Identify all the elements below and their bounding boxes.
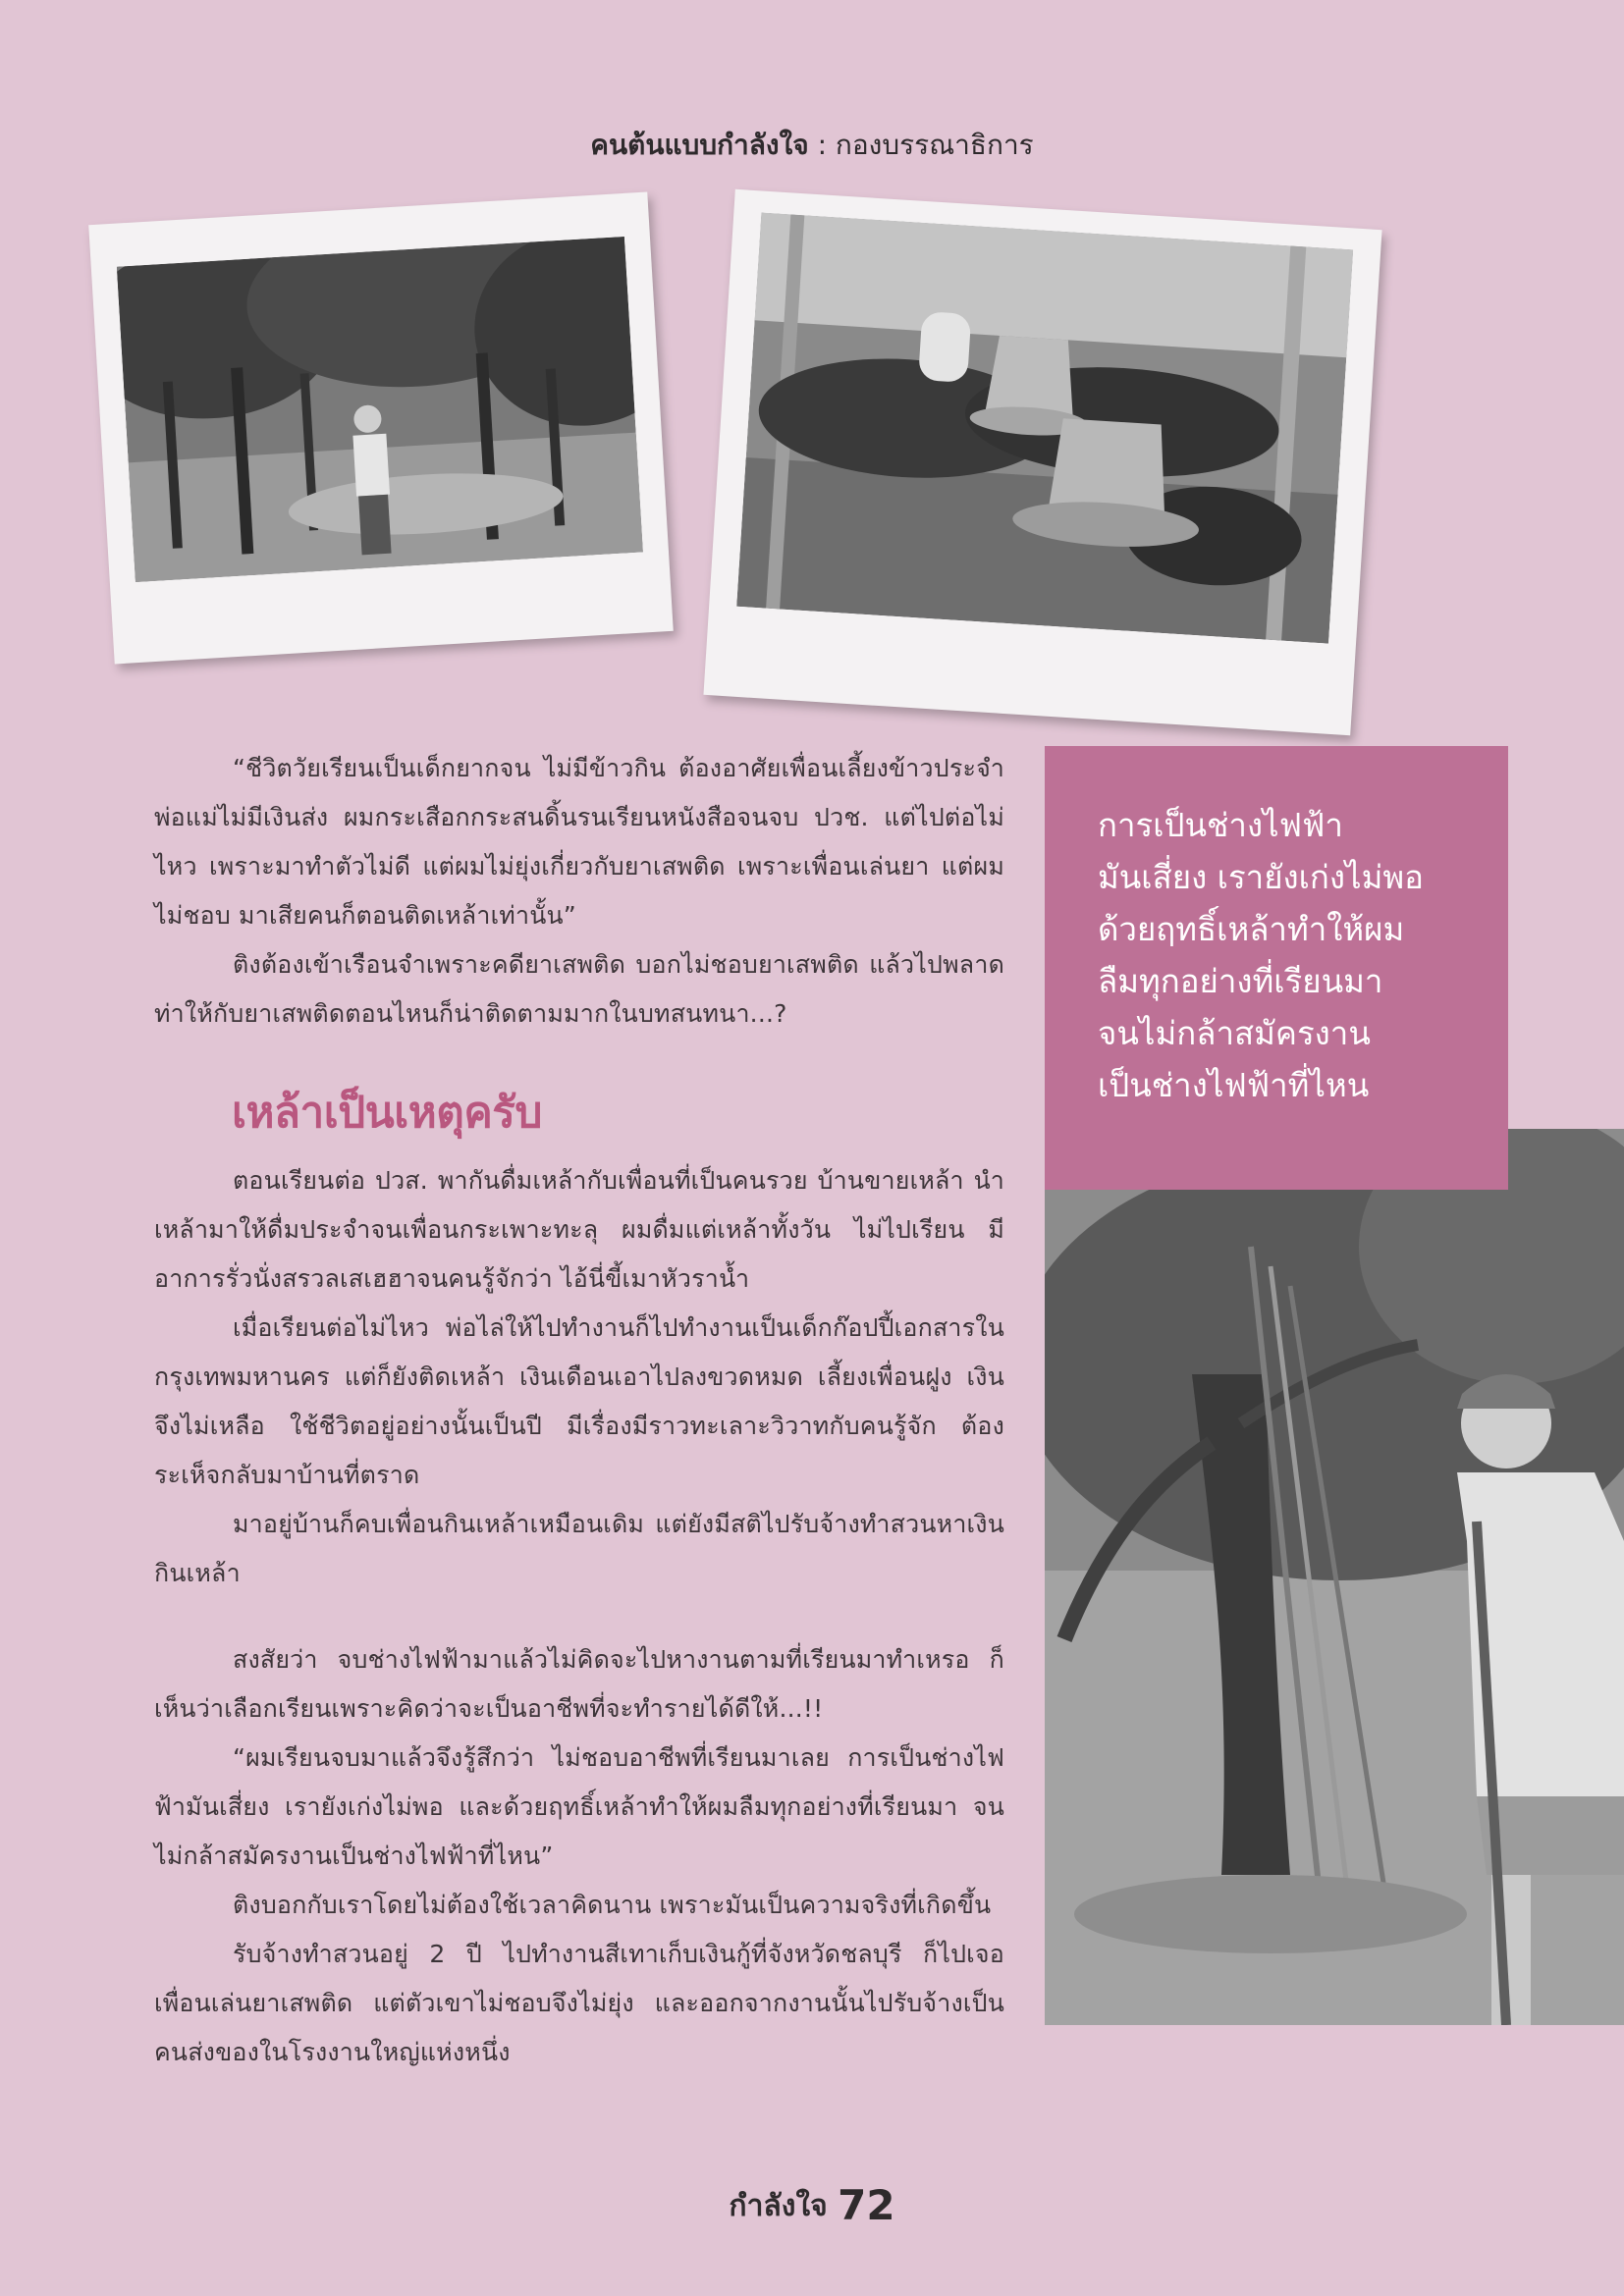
pull-quote-line: เป็นช่างไฟฟ้าที่ไหน <box>1098 1066 1370 1104</box>
paragraph: สงสัยว่า จบช่างไฟฟ้ามาแล้วไม่คิดจะไปหางานตามที่เรียนมาทำเหรอ ก็เห็นว่าเลือกเรียนเพราะคิดว่าจะเป็นอาชีพที่จะทำรายได้ดีให้...!! <box>154 1645 1004 1723</box>
paragraph: มาอยู่บ้านก็คบเพื่อนกินเหล้าเหมือนเดิม แต่ยังมีสติไปรับจ้างทำสวนหาเงินกินเหล้า <box>154 1510 1004 1587</box>
pull-quote-line: ลืมทุกอย่างที่เรียนมา <box>1098 962 1383 1000</box>
pull-quote-line: ด้วยฤทธิ์เหล้าทำให้ผม <box>1098 910 1405 948</box>
paragraph: “ผมเรียนจบมาแล้วจึงรู้สึกว่า ไม่ชอบอาชีพที่เรียนมาเลย การเป็นช่างไฟฟ้ามันเสี่ยง เรายังเก่งไม่พอ และด้วยฤทธิ์เหล้าทำให้ผมลืมทุกอย่างที่เรียนมา จนไม่กล้าสมัครงานเป็นช่างไฟฟ้าที่ไหน” <box>154 1743 1004 1870</box>
pull-quote-box <box>1045 746 1508 1190</box>
paragraph: รับจ้างทำสวนอยู่ 2 ปี ไปทำงานสีเทาเก็บเงินกู้ที่จังหวัดชลบุรี ก็ไปเจอเพื่อนเล่นยาเสพติด แต่ตัวเขาไม่ชอบจึงไม่ยุ่ง และออกจากงานนั้นไปรับจ้างเป็นคนส่งของในโรงงานใหญ่แห่งหนึ่ง <box>154 1940 1004 2066</box>
header-author: กองบรรณาธิการ <box>835 129 1034 161</box>
pull-quote-line: มันเสี่ยง เรายังเก่งไม่พอ <box>1098 858 1424 896</box>
paragraph: ตอนเรียนต่อ ปวส. พากันดื่มเหล้ากับเพื่อนที่เป็นคนรวย บ้านขายเหล้า นำเหล้ามาให้ดื่มประจำจนเพื่อนกระเพาะทะลุ ผมดื่มแต่เหล้าทั้งวัน ไม่ไปเรียน มีอาการรั่วนั่งสรวลเสเฮฮาจนคนรู้จักว่า ไอ้นี่ขี้เมาหัวราน้ำ <box>154 1166 1004 1293</box>
paragraph: ติงต้องเข้าเรือนจำเพราะคดียาเสพติด บอกไม่ชอบยาเสพติด แล้วไปพลาดท่าให้กับยาเสพติดตอนไหนก็น่าติดตามมากในบทสนทนา...? <box>154 950 1004 1028</box>
photo-man-with-bamboo-pole <box>1045 1129 1624 2025</box>
page-footer <box>0 2181 1624 2229</box>
section-heading: เหล้าเป็นเหตุครับ <box>232 1088 542 1138</box>
page-header <box>0 124 1624 167</box>
article-block-intro <box>154 744 1004 1039</box>
pull-quote-line: จนไม่กล้าสมัครงาน <box>1098 1014 1371 1052</box>
article-block-career <box>154 1635 1004 2077</box>
footer-magazine-name: กำลังใจ <box>729 2189 828 2223</box>
paragraph: เมื่อเรียนต่อไม่ไหว พ่อไล่ให้ไปทำงานก็ไปทำงานเป็นเด็กก๊อปปี้เอกสารในกรุงเทพมหานคร แต่ก็ยังติดเหล้า เงินเดือนเอาไปลงขวดหมด เลี้ยงเพื่อนฝูง เงินจึงไม่เหลือ ใช้ชีวิตอยู่อย่างนั้นเป็นปี มีเรื่องมีราวทะเลาะวิวาทกับคนรู้จัก ต้องระเห็จกลับมาบ้านที่ตราด <box>154 1313 1004 1489</box>
article-block-alcohol <box>154 1156 1004 1598</box>
photo-man-in-orchard <box>117 237 643 582</box>
photo-frame-chickens <box>703 189 1381 735</box>
photo-chickens-with-feeders <box>736 213 1353 644</box>
paragraph: “ชีวิตวัยเรียนเป็นเด็กยากจน ไม่มีข้าวกิน ต้องอาศัยเพื่อนเลี้ยงข้าวประจำ พ่อแม่ไม่มีเงินส่ง ผมกระเสือกกระสนดิ้นรนเรียนหนังสือจนจบ ปวช. แต่ไปต่อไม่ไหว เพราะมาทำตัวไม่ดี แต่ผมไม่ยุ่งเกี่ยวกับยาเสพติด เพราะเพื่อนเล่นยา แต่ผมไม่ชอบ มาเสียคนก็ตอนติดเหล้าเท่านั้น” <box>154 754 1004 930</box>
paragraph: ติงบอกกับเราโดยไม่ต้องใช้เวลาคิดนาน เพราะมันเป็นความจริงที่เกิดขึ้น <box>233 1891 992 1919</box>
page-number: 72 <box>838 2181 895 2229</box>
header-separator: : <box>808 129 836 161</box>
pull-quote-line: การเป็นช่างไฟฟ้า <box>1098 806 1343 844</box>
pull-quote-text <box>1098 799 1490 1111</box>
header-series: คนต้นแบบกำลังใจ <box>590 129 809 161</box>
photo-frame-orchard <box>88 191 674 664</box>
